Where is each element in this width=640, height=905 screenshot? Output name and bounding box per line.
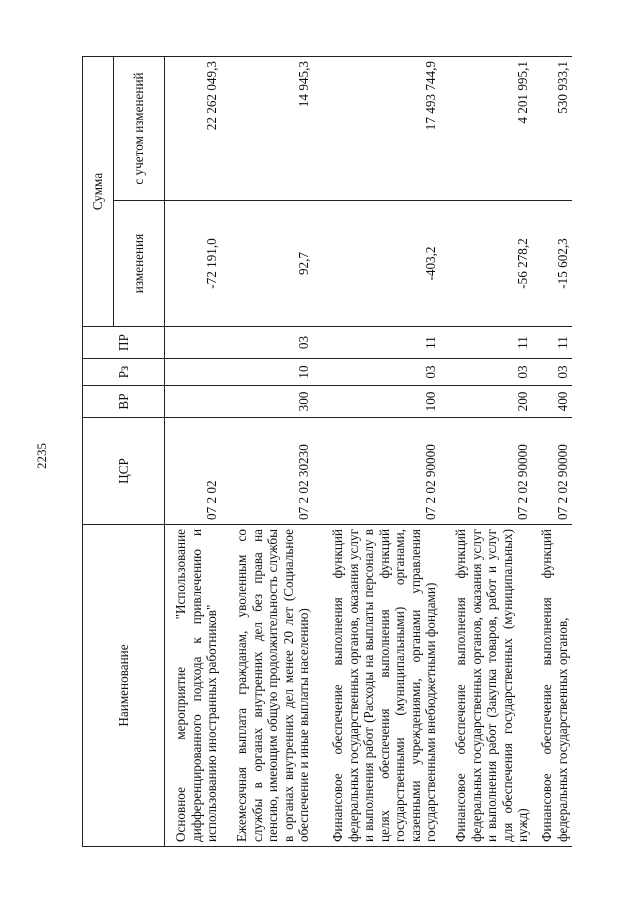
row-csr: 07 2 02 90000 [441, 418, 533, 525]
row-rz: 03 [314, 359, 441, 386]
header-csr: ЦСР [83, 418, 165, 525]
row-vr: 400 [533, 386, 572, 418]
row-rz [165, 359, 222, 386]
row-change: 92,7 [222, 201, 314, 327]
row-change: -72 191,0 [165, 201, 222, 327]
row-name: Финансовое обеспечение выполнения функций федеральных государственных органов, оказания услуг и выполнения работ (Расходы на выплаты персоналу в целях обеспечения выполнения функций государственными (муниципальными) органами, казенными учреждениями, органами управления государственными внебюджетными фондами) [314, 525, 441, 847]
row-csr: 07 2 02 90000 [314, 418, 441, 525]
row-rz: 10 [222, 359, 314, 386]
row-vr: 300 [222, 386, 314, 418]
budget-table [82, 56, 572, 847]
row-change: -15 602,3 [533, 201, 572, 327]
header-pr: ПР [83, 327, 165, 359]
row-vr [165, 386, 222, 418]
row-change: -403,2 [314, 201, 441, 327]
row-csr: 07 2 02 [165, 418, 222, 525]
row-name: Ежемесячная выплата гражданам, уволенным со службы в органах внутренних дел без права на пенсию, имеющим общую продолжительность службы в органах внутренних дел менее 20 лет (Социальное обеспечение и иные выплаты населению) [222, 525, 314, 847]
header-change: изменения [114, 201, 165, 327]
row-total: 530 933,1 [533, 57, 572, 201]
row-pr: 11 [441, 327, 533, 359]
row-total: 4 201 995,1 [441, 57, 533, 201]
row-total: 22 262 049,3 [165, 57, 222, 201]
row-total: 17 493 744,9 [314, 57, 441, 201]
header-sum-group: Сумма [83, 57, 114, 327]
table-row [222, 57, 314, 847]
table-row [441, 57, 533, 847]
rotated-table-container [82, 57, 572, 847]
row-pr: 03 [222, 327, 314, 359]
row-name: Основное мероприятие "Использование дифференцированного подхода к привлечению и использованию иностранных работников" [165, 525, 222, 847]
row-pr: 11 [314, 327, 441, 359]
table-header-row [83, 57, 114, 847]
row-pr: 11 [533, 327, 572, 359]
row-rz: 03 [441, 359, 533, 386]
row-change: -56 278,2 [441, 201, 533, 327]
row-vr: 100 [314, 386, 441, 418]
row-csr: 07 2 02 90000 [533, 418, 572, 525]
row-name: Финансовое обеспечение выполнения функций федеральных государственных органов, оказания услуг и выполнения работ (Закупка товаров, работ и услуг для обеспечения государственных (муниципальных) нужд) [441, 525, 533, 847]
header-name: Наименование [83, 525, 165, 847]
row-csr: 07 2 02 30230 [222, 418, 314, 525]
page-number: 2235 [34, 443, 49, 469]
header-vr: ВР [83, 386, 165, 418]
row-name: Финансовое обеспечение выполнения функций федеральных государственных органов, [533, 525, 572, 847]
table-row [314, 57, 441, 847]
table-row [165, 57, 222, 847]
header-rz: Рз [83, 359, 165, 386]
table-row [533, 57, 572, 847]
row-rz: 03 [533, 359, 572, 386]
row-total: 14 945,3 [222, 57, 314, 201]
row-pr [165, 327, 222, 359]
row-vr: 200 [441, 386, 533, 418]
header-total: с учетом изменений [114, 57, 165, 201]
